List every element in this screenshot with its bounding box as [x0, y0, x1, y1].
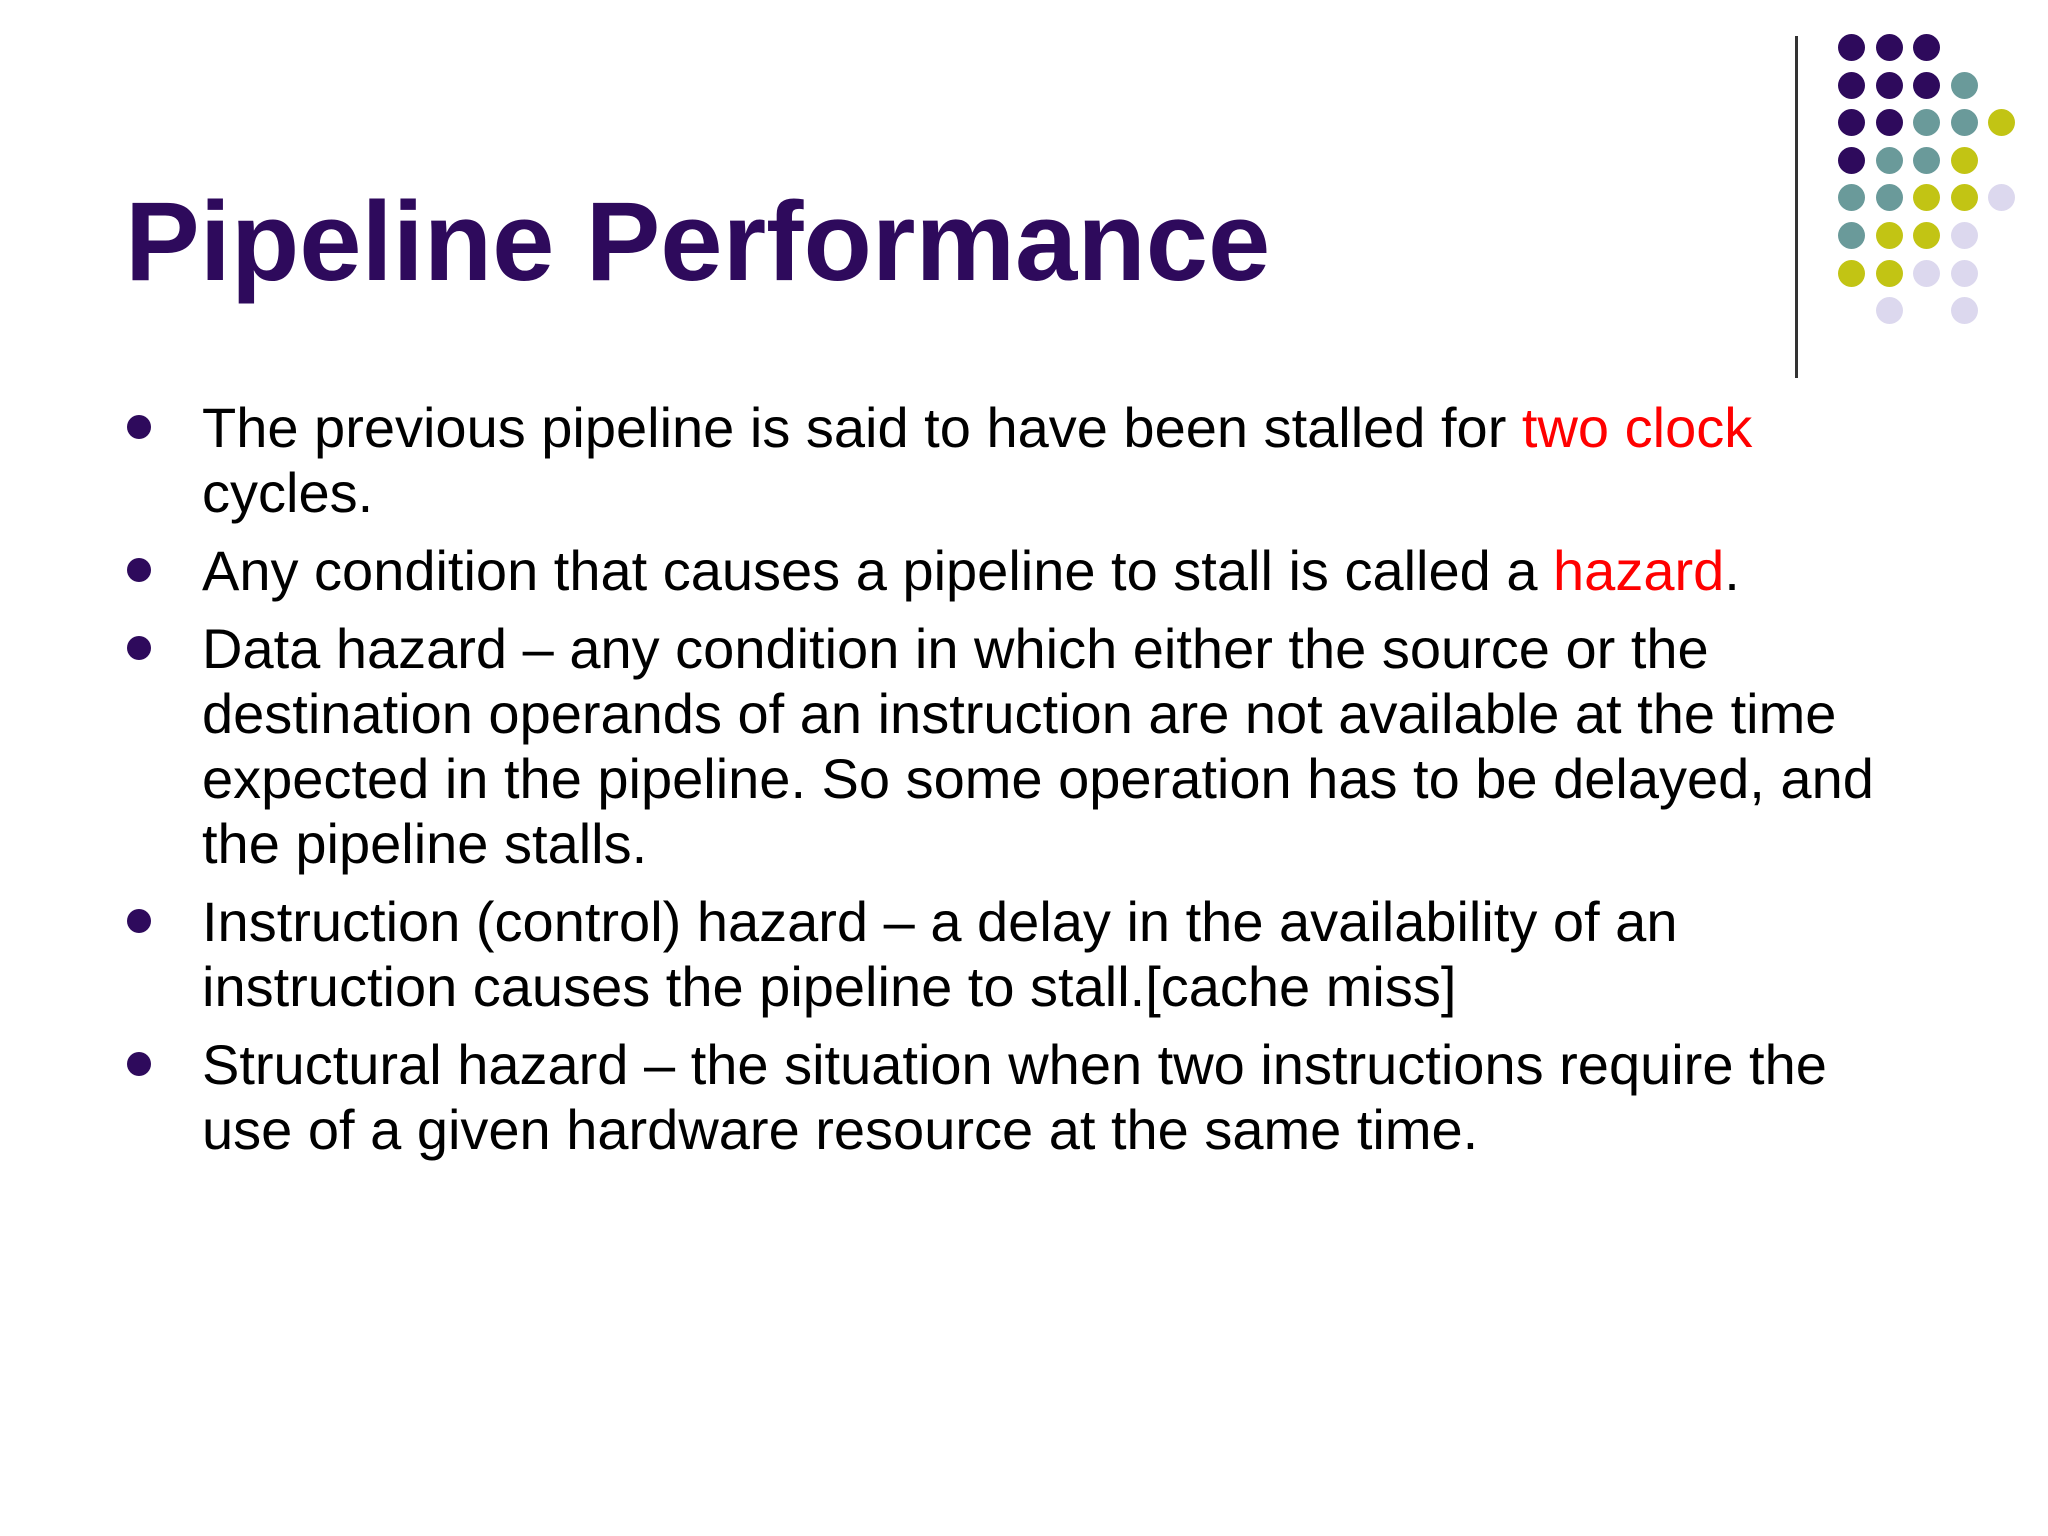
bullet-item — [125, 1032, 1925, 1162]
decorative-dot — [1913, 34, 1940, 61]
bullet-text: Structural hazard – the situation when two instructions require the use of a given hardware resource at the same time. — [202, 1033, 1827, 1161]
decorative-dot — [1951, 109, 1978, 136]
decorative-dot — [1951, 184, 1978, 211]
bullet-highlight: hazard — [1553, 539, 1725, 602]
bullet-dot-icon — [127, 909, 151, 933]
decorative-dot — [1876, 147, 1903, 174]
slide-title: Pipeline Performance — [125, 179, 1271, 304]
decorative-dot — [1838, 184, 1865, 211]
bullet-dot-icon — [127, 1052, 151, 1076]
decorative-dot — [1838, 147, 1865, 174]
decorative-dot — [1876, 260, 1903, 287]
bullet-item — [125, 889, 1925, 1019]
decorative-dot — [1876, 34, 1903, 61]
decorative-dot — [1876, 109, 1903, 136]
bullet-dot-icon — [127, 558, 151, 582]
bullet-list — [125, 395, 1925, 1175]
decorative-dot — [1876, 184, 1903, 211]
bullet-item — [125, 616, 1925, 876]
decorative-dot — [1951, 147, 1978, 174]
decorative-dot — [1951, 297, 1978, 324]
decorative-dot — [1838, 34, 1865, 61]
decorative-dot — [1913, 109, 1940, 136]
decorative-dot — [1988, 184, 2015, 211]
bullet-text-after: . — [1724, 539, 1740, 602]
bullet-text-after: cycles. — [202, 461, 374, 524]
bullet-text: Any condition that causes a pipeline to stall is called a — [202, 539, 1554, 602]
vertical-divider — [1795, 36, 1798, 378]
decorative-dot — [1876, 297, 1903, 324]
decorative-dot — [1838, 260, 1865, 287]
decorative-dot — [1951, 222, 1978, 249]
decorative-dot — [1913, 260, 1940, 287]
decorative-dot — [1913, 72, 1940, 99]
decorative-dot — [1951, 260, 1978, 287]
bullet-item — [125, 538, 1925, 603]
bullet-text: The previous pipeline is said to have been stalled for — [202, 396, 1522, 459]
bullet-item — [125, 395, 1925, 525]
bullet-text: Data hazard – any condition in which either the source or the destination operands of an instruction are not available at the time expected in the pipeline. So some operation has to be delayed, and the pipeline stalls. — [202, 617, 1874, 875]
decorative-dot — [1913, 222, 1940, 249]
decorative-dot — [1913, 147, 1940, 174]
bullet-highlight: two clock — [1521, 396, 1753, 459]
decorative-dot — [1876, 72, 1903, 99]
bullet-dot-icon — [127, 415, 151, 439]
decorative-dot — [1838, 109, 1865, 136]
bullet-text: Instruction (control) hazard – a delay in the availability of an instruction causes the pipeline to stall.[cache miss] — [202, 890, 1678, 1018]
decorative-dot — [1838, 222, 1865, 249]
decorative-dot — [1951, 72, 1978, 99]
decorative-dot — [1876, 222, 1903, 249]
bullet-dot-icon — [127, 636, 151, 660]
decorative-dot — [1988, 109, 2015, 136]
decorative-dot — [1913, 184, 1940, 211]
decorative-dot — [1838, 72, 1865, 99]
